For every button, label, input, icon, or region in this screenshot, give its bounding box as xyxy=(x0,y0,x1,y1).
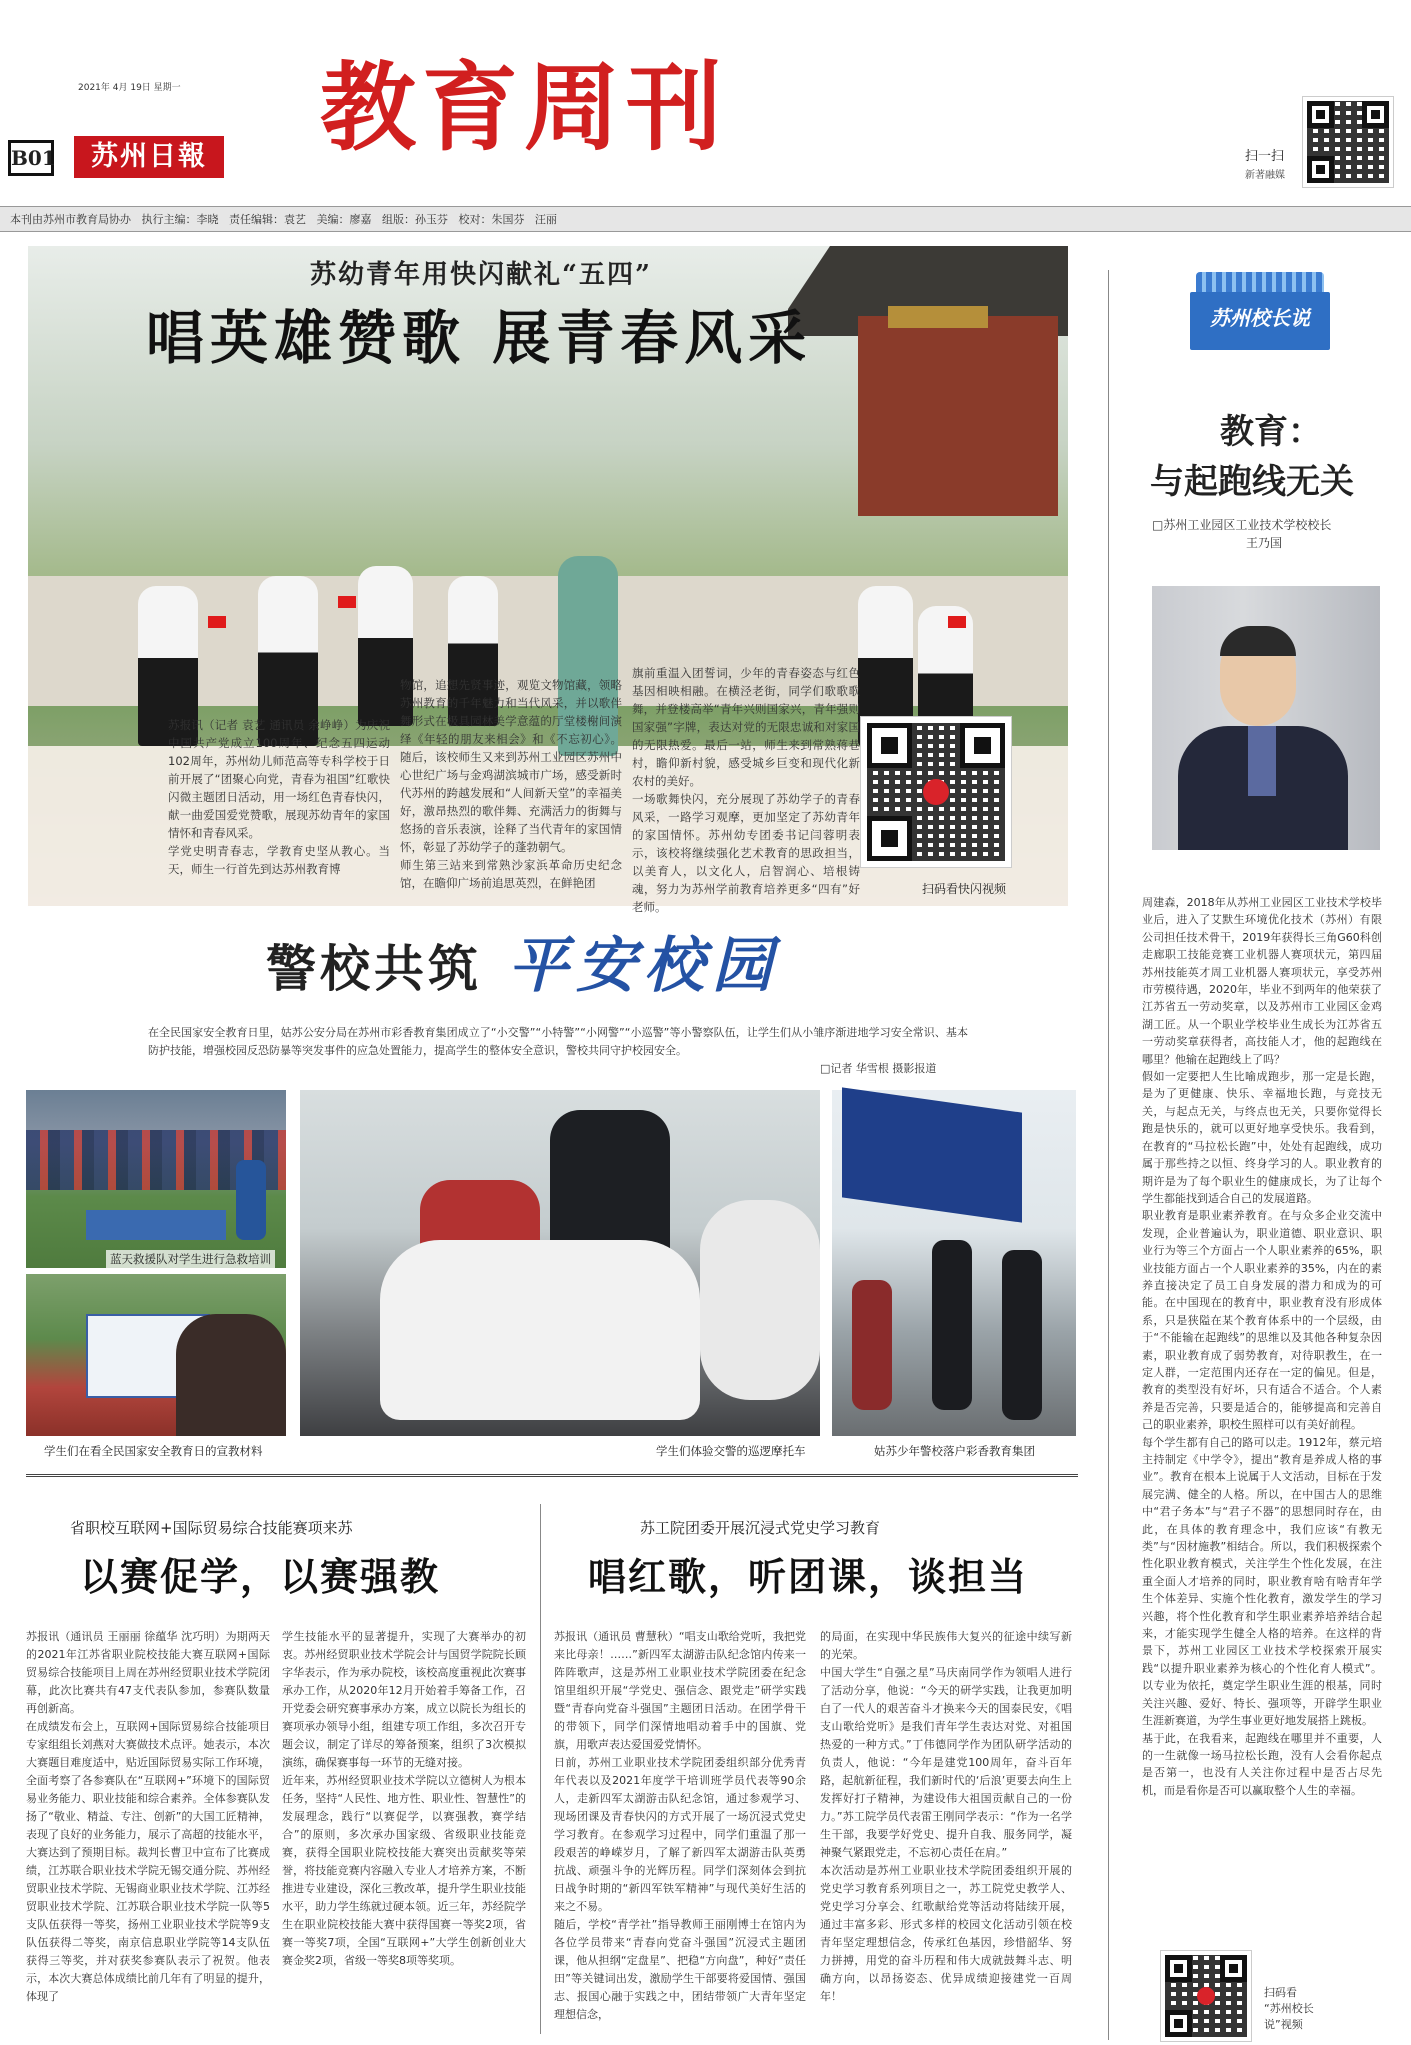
police-photo-first-aid xyxy=(26,1090,286,1268)
caption-flag: 姑苏少年警校落户彩香教育集团 xyxy=(870,1442,1039,1460)
police-headline-b: 平安校园 xyxy=(508,931,780,1001)
column-body: 周建森，2018年从苏州工业园区工业技术学校毕业后，进入了艾默生环境优化技术（苏州）有限公司担任技术骨干，2019年获得长三角G60科创走廊职工技能竞赛工业机器人赛项状元，第四届苏州技能英才周工业机器人赛项状元，享受苏州市劳模待遇，2020年，毕业不到两年的他荣获了江苏省五一劳动奖章，以及苏州市工业园区金鸡湖工匠。从一个职业学校毕业生成长为江苏省五一劳动奖章获得者，高技能人才，他的起跑线在哪里？他输在起跑线上了吗？ 假如一定要把人生比喻成跑步，那一定是长跑，是为了更健康、快乐、幸福地长跑，与竞技无关，与起点无关，与终点也无关，只要你觉得长跑是快乐的，就可以更好地享受快乐。我看到，在教育的“马拉松长跑”中，处处有起跑线，成功属于那些持之以恒、终身学习的人。职业教育的期许是为了每个职业生的健康成长，为了让每个学生都能找到适合自己的发展道路。 职业教育是职业素养教育。在与众多企业交流中发现，企业普遍认为，职业道德、职业意识、职业行为等三个方面占一个人职业素养的65%，职业技能方面占一个人职业素养的35%，内在的素养直接决定了员工自身发展的潜力和成为的可能。在中国现在的教育中，职业教育没有形成体系，只是狭隘在某个教育体系中的一个层级，由于“不能输在起跑线”的思维以及其他各种复杂因素，职业教育成了弱势教育，对待职教生，在一定人群，一定范围内还存在一定的偏见。但是，教育的类型没有好坏，只有适合不适合。个人素养是否完善，只要是适合的，能够提高和完善自己的职业素养，职校生照样可以有美好前程。 每个学生都有自己的路可以走。1912年，蔡元培主持制定《中学令》，提出“教育是养成人格的事业”。教育在根本上说属于人文活动，目标在于发展完满、健全的人格。所以，在中国古人的思维中“君子务本”与“君子不器”的思想同时存在，由此，在具体的教育理念中，我们应该“有教无类”与“因材施教”相结合。所以，我们积极探索个性化职业教育模式，关注学生个性化发展，在注重全面人才培养的同时，职业教育啥有啥青年学生个体差异、实施个性化教育，激发学生的学习兴趣，将个性化教育和学生职业素养培养结合起来，才能实现学生健全人格的培养。在这样的背景下，苏州工业园区工业技术学校探索开展实践“以提升职业素养为核心的个性化育人模式”。以专业为依托，奠定学生职业生涯的根基，同时关注兴趣、爱好、特长、强项等，开辟学生职业生涯新赛道，为学生事业更好地发展搭上跳板。 基于此，在我看来，起跑线在哪里并不重要，人的一生就像一场马拉松长跑，没有人会看你起点是否第一，也没有人关注你过程中是否占尽先机，而是看你是否可以赢取整个人生的幸福。 xyxy=(1142,896,1382,1797)
qr-sublabel: 新著融媒 xyxy=(1245,170,1285,181)
caption-materials: 学生们在看全民国家安全教育日的宣教材料 xyxy=(40,1442,267,1460)
qr-label: 扫一扫 xyxy=(1245,149,1285,164)
story-left-kicker: 省职校互联网+国际贸易综合技能赛项来苏 xyxy=(70,1519,353,1537)
credits-text: 本刊由苏州市教育局协办 执行主编：李晓 责任编辑：袁艺 美编：廖嘉 组版：孙玉芬 校对：朱国芬 汪丽 xyxy=(10,213,557,226)
principal-portrait xyxy=(1152,586,1380,850)
lead-column-2: 物馆，追想先贤事迹，观览文物馆藏，领略苏州教育的千年魅力和当代风采，并以歌伴舞形式在极具园林美学意蕴的厅堂楼榭间演绎《年轻的朋友来相会》和《不忘初心》。随后，该校师生又来到苏州工业园区苏州中心世纪广场与金鸡湖滨城市广场，感受新时代苏州的跨越发展和“人间新天堂”的幸福美好，激昂热烈的歌伴舞、充满活力的街舞与悠扬的音乐表演，诠释了当代青年的家国情怀，彰显了苏幼学子的蓬勃朝气。 师生第三站来到常熟沙家浜革命历史纪念馆，在瞻仰广场前追思英烈，在鲜艳团 xyxy=(400,678,622,890)
book-icon xyxy=(1196,272,1324,294)
police-byline: □记者 华雪根 摄影报道 xyxy=(820,1062,937,1075)
page-number: B01 xyxy=(8,140,54,176)
police-photo-flag xyxy=(832,1090,1076,1436)
date-line: 2021年 4月 19日 星期一 xyxy=(78,83,181,93)
column-qr-caption-1: 扫码看 xyxy=(1264,1986,1297,1999)
lead-headline: 唱英雄赞歌 展青春风采 xyxy=(146,304,813,372)
section-divider xyxy=(26,1474,1078,1477)
section-title: 教育周刊 xyxy=(320,52,728,164)
column-author-name: 王乃国 xyxy=(1246,536,1283,550)
story-left-headline: 以赛促学，以赛强教 xyxy=(80,1555,441,1599)
paper-name-logo: 苏州日報 xyxy=(74,136,224,178)
right-column-rule xyxy=(1108,270,1109,2040)
police-headline-a: 警校共筑 xyxy=(266,940,482,998)
column-logo xyxy=(1190,272,1330,364)
police-photo-motorcycle xyxy=(300,1090,820,1436)
credits-bar xyxy=(0,206,1411,232)
caption-first-aid: 蓝天救援队对学生进行急救培训 xyxy=(106,1250,275,1268)
story-right-column-2: 的局面，在实现中华民族伟大复兴的征途中续写新的光荣。 中国大学生“自强之星”马庆南同学作为领唱人进行了活动分享，他说：“今天的研学实践，让我更加明白了一代人的艰苦奋斗才换来今天的国泰民安，《唱支山歌给党听》是我们青年学生表达对党、对祖国热爱的一种方式。”丁伟德同学作为团队研学活动的负责人，他说：“今年是建党100周年，奋斗百年路，起航新征程，我们新时代的‘后浪’更要去向生上发挥好打子精神，为建设伟大祖国贡献自己的一份力。”苏工院学员代表雷王刚同学表示：“作为一名学生干部，我要学好党史、提升自我、服务同学，凝神聚气紧跟党走，不忘初心责任在肩。” 本次活动是苏州工业职业技术学院团委组织开展的党史学习教育系列项目之一，苏工院党史教学人、党史学习分享会、红歌献给党等活动将陆续开展，通过丰富多彩、形式多样的校园文化活动引领在校青年坚定理想信念，传承红色基因，珍惜韶华、努力拼搏，用党的奋斗历程和伟大成就鼓舞斗志、明确方向，以昂扬姿态、优异成绩迎接建党一百周年！ xyxy=(820,1630,1072,2003)
police-intro: 在全民国家安全教育日里，姑苏公安分局在苏州市彩香教育集团成立了“小交警”“小特警”“小网警”“小巡警”等小警察队伍，让学生们从小雏序渐进地学习安全常识、基本防护技能，增强校园反恐防暴等突发事件的应急处置能力，提高学生的整体安全意识，警校共同守护校园安全。 xyxy=(148,1026,968,1057)
column-rule xyxy=(540,1504,541,2034)
column-qr-caption-2: “苏州校长 xyxy=(1264,2002,1314,2015)
police-photo-materials xyxy=(26,1274,286,1436)
column-logo-text: 苏州校长说 xyxy=(1210,306,1310,330)
lead-kicker: 苏幼青年用快闪献礼“五四” xyxy=(310,260,652,290)
lead-column-1: 苏报讯（记者 袁艺 通讯员 余峥峥）为庆祝中国共产党成立100周年、纪念五四运动102周年，苏州幼儿师范高等专科学校于日前开展了“团聚心向党，青春为祖国”红歌快闪微主题团日活动，用一场红色青春快闪，献一曲爱国爱党赞歌，展现苏幼青年的家国情怀和青春风采。 学党史明青春志，学教育史坚从教心。当天，师生一行首先到达苏州教育博 xyxy=(168,718,390,876)
column-headline-2: 与起跑线无关 xyxy=(1150,462,1354,502)
story-right-kicker: 苏工院团委开展沉浸式党史学习教育 xyxy=(640,1519,881,1537)
column-author-title: □苏州工业园区工业技术学校校长 xyxy=(1152,518,1332,532)
story-right-headline: 唱红歌，听团课，谈担当 xyxy=(588,1555,1029,1599)
story-right-column-1: 苏报讯（通讯员 曹慧秋）“唱支山歌给党听，我把党来比母亲！……”新四军太湖游击队纪念馆内传来一阵阵歌声，这是苏州工业职业技术学院团委在纪念馆里组织开展“学党史、强信念、跟党走”研学实践暨“青春向党奋斗强国”主题团日活动。在团学骨干的带领下，同学们深情地唱动着手中的国旗、党旗，用歌声表达爱国爱党情怀。 日前，苏州工业职业技术学院团委组织部分优秀青年代表以及2021年度学干培训班学员代表等90余人，走新四军太湖游击队纪念馆，通过参观学习、现场团课及青春快闪的方式开展了一场沉浸式党史学习教育。在参观学习过程中，同学们重温了那一段艰苦的峥嵘岁月，了解了新四军太湖游击队英勇抗战、顽强斗争的光辉历程。同学们深刻体会到抗日战争时期的“新四军铁军精神”与现代美好生活的来之不易。 随后，学校“青学社”指导教师王丽刚博士在馆内为各位学员带来“青春向党奋斗强国”沉浸式主题团课，他从担纲“定盘星”、把稳“方向盘”，种好“责任田”等关键词出发，激励学生干部要将爱国情、强国志、报国心融于实践之中，团结带领广大青年坚定理想信念， xyxy=(554,1630,806,2021)
column-headline-1: 教育： xyxy=(1220,412,1322,452)
column-qr-caption-3: 说”视频 xyxy=(1264,2018,1303,2031)
story-left-column-2: 学生技能水平的显著提升，实现了大赛举办的初衷。苏州经贸职业技术学院会计与国贸学院院长顾字华表示，作为承办院校，该校高度重视此次赛事承办工作，从2020年12月开始着手筹备工作，召开党委会研究赛事承办方案，成立以院长为组长的赛项承办领导小组，组建专项工作组，多次召开专题会议，制定了详尽的筹备预案，组织了3次模拟演练，确保赛事每一环节的无缝对接。 近年来，苏州经贸职业技术学院以立德树人为根本任务，坚持“人民性、地方性、职业性、智慧性”的发展理念，践行“以赛促学，以赛强教，赛学结合”的原则，多次承办国家级、省级职业技能竞赛，获得全国职业院校技能大赛突出贡献奖等荣誉，将技能竞赛内容融入专业人才培养方案，不断推进专业建设，深化三教改革，提升学生职业技能水平，助力学生练就过硬本领。近三年，苏经院学生在职业院校技能大赛中获得国赛一等奖2项，省赛一等奖7项，全国“互联网+”大学生创新创业大赛金奖2项，省级一等奖8项等奖项。 xyxy=(282,1630,526,1967)
story-left-column-1: 苏报讯（通讯员 王丽丽 徐蕴华 沈巧明）为期两天的2021年江苏省职业院校技能大赛互联网+国际贸易综合技能项目上周在苏州经贸职业技术学院闭幕，此次比赛共有47支代表队参加，参赛队数量再创新高。 在成绩发布会上，互联网+国际贸易综合技能项目专家组组长刘燕对大赛做技术点评。她表示，本次大赛题目难度适中，贴近国际贸易实际工作环境，全面考察了各参赛队在“互联网+”环境下的国际贸易业务能力、职业技能和综合素养。全体参赛队发扬了“敬业、精益、专注、创新”的大国工匠精神，表现了良好的业务能力，展示了高超的技能水平，大赛达到了预期目标。裁判长曹卫中宣布了比赛成绩，江苏联合职业技术学院无锡交通分院、苏州经贸职业技术学院、无锡商业职业技术学院、江苏经贸职业技术学院、江苏联合职业技术学院一队等5支队伍获得一等奖，扬州工业职业技术学院等9支队伍获得二等奖，南京信息职业学院等14支队伍获得三等奖，并对获奖参赛队表示了祝贺。他表示，本次大赛总体成绩比前几年有了明显的提升，体现了 xyxy=(26,1630,270,2003)
lead-qr-code[interactable] xyxy=(860,716,1012,868)
masthead-qr-code[interactable] xyxy=(1302,96,1394,188)
lead-column-3: 旗前重温入团誓词，少年的青春姿态与红色基因相映相融。在横泾老街，同学们歌歌歌舞，并登楼高举“青年兴则国家兴，青年强则国家强”字牌，表达对党的无限忠诚和对家国的无限热爱。最后一站，师生来到常熟蒋巷村，瞻仰新村貌，感受城乡巨变和现代化新农村的美好。 一场歌舞快闪，充分展现了苏幼学子的青春风采，一路学习观摩，更加坚定了苏幼青年的家国情怀。苏州幼专团委书记闫蓉明表示，该校将继续强化艺术教育的思政担当，以美育人，以文化人，启智润心、培根铸魂，努力为苏州学前教育培养更多“四有”好老师。 xyxy=(632,666,860,914)
column-qr-code[interactable] xyxy=(1160,1950,1252,2042)
lead-qr-caption: 扫码看快闪视频 xyxy=(922,882,1007,896)
caption-motorcycle: 学生们体验交警的巡逻摩托车 xyxy=(652,1442,810,1460)
